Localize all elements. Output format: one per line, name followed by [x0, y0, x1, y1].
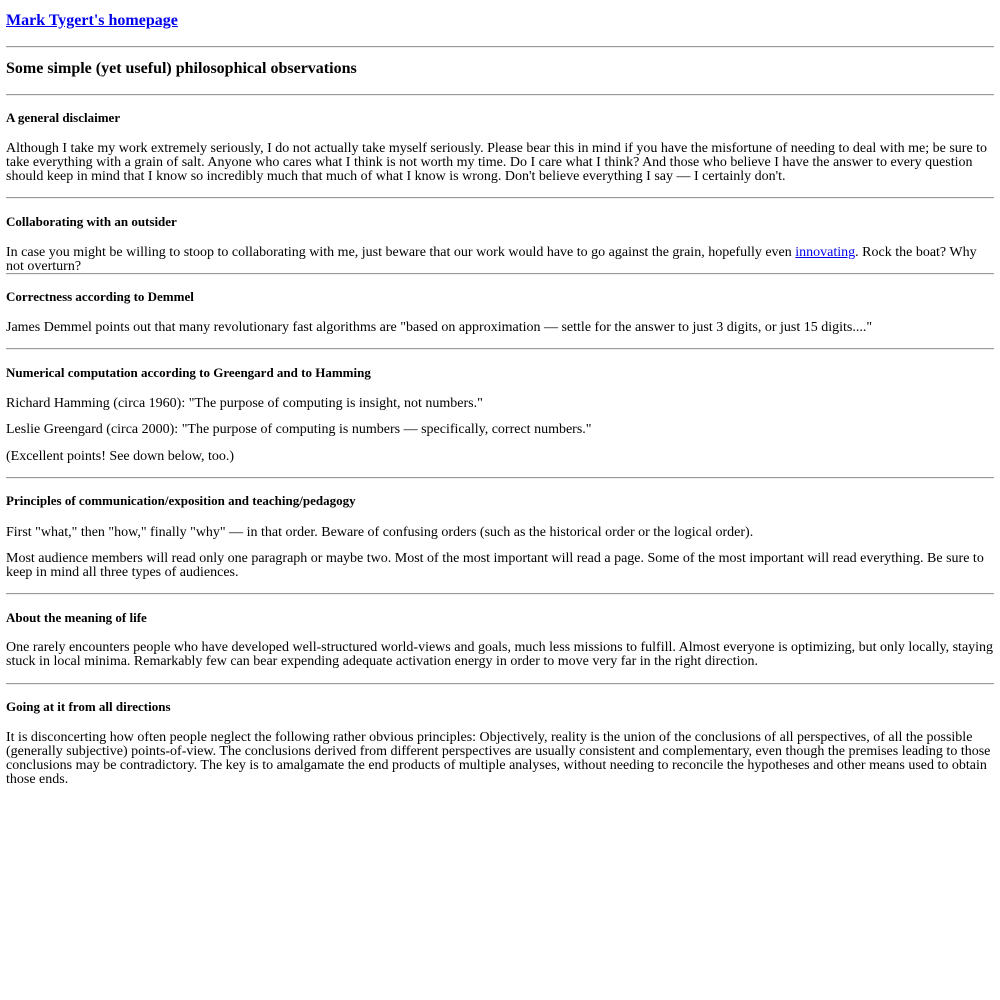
section-title-disclaimer: A general disclaimer [6, 110, 121, 125]
section-title-meaning: About the meaning of life [6, 610, 147, 625]
section-title-directions: Going at it from all directions [6, 699, 171, 714]
page-title: Some simple (yet useful) philosophical observations [6, 60, 357, 77]
divider [6, 593, 994, 595]
section-title-demmel: Correctness according to Demmel [6, 289, 194, 304]
homepage-link[interactable]: Mark Tygert's homepage [6, 12, 178, 29]
paragraph-text: . Rock the boat? Why not overturn? [6, 245, 977, 274]
divider [6, 273, 994, 275]
divider [6, 348, 994, 350]
section-title-principles: Principles of communication/exposition and teaching/pedagogy [6, 493, 356, 508]
paragraph-principles-1: First "what," then "how," finally "why" — in that order. Beware of confusing orders (such as the historical order or the logical order). [6, 525, 754, 540]
divider [6, 197, 994, 199]
innovating-link[interactable]: innovating [795, 245, 856, 260]
paragraph-directions: It is disconcerting how often people neglect the following rather obvious principles: Objectively, reality is the union of the conclusions of all perspectives, of all the possible (generally subjective) points-of-view. The conclusions derived from different perspectives are usually consistent and complementary, even though the premises leading to those conclusions may be contradictory. The key is to amalgamate the end products of multiple analyses, without needing to reconcile the hypotheses and other means used to obtain those ends. [6, 730, 991, 787]
section-title-collaborating: Collaborating with an outsider [6, 214, 177, 229]
paragraph-hamming: Richard Hamming (circa 1960): "The purpose of computing is insight, not numbers." [6, 396, 483, 411]
divider [6, 94, 994, 96]
paragraph-collaborating [6, 246, 994, 274]
divider [6, 477, 994, 479]
paragraph-meaning: One rarely encounters people who have developed well-structured world-views and goals, much less missions to fulfill. Almost everyone is optimizing, but only locally, staying stuck in local minima. Remarkably few can bear expending adequate activation energy in order to move very far in the right direction. [6, 640, 994, 669]
paragraph-principles-2: Most audience members will read only one paragraph or maybe two. Most of the most important will read a page. Some of the most important will read everything. Be sure to keep in mind all three types of audiences. [6, 551, 984, 580]
paragraph-disclaimer: Although I take my work extremely seriously, I do not actually take myself seriously. Please bear this in mind if you have the misfortune of needing to deal with me; be sure to take everything with a grain of salt. Anyone who cares what I think is not worth my time. Do I care what I think? And those who believe I have the answer to every question should keep in mind that I know so incredibly much that much of what I know is wrong. Don't believe everything I say — I certainly don't. [6, 141, 988, 184]
section-title-greengard-hamming: Numerical computation according to Greengard and to Hamming [6, 365, 371, 380]
paragraph-excellent-points: (Excellent points! See down below, too.) [6, 449, 235, 464]
paragraph-demmel: James Demmel points out that many revolutionary fast algorithms are "based on approximation — settle for the answer to just 3 digits, or just 15 digits...." [6, 320, 873, 335]
divider [6, 46, 994, 48]
homepage-heading [6, 14, 178, 28]
divider [6, 683, 994, 685]
paragraph-text: In case you might be willing to stoop to collaborating with me, just beware that our work would have to go against the grain, hopefully even [6, 245, 796, 260]
paragraph-greengard: Leslie Greengard (circa 2000): "The purpose of computing is numbers — specifically, correct numbers." [6, 422, 592, 437]
